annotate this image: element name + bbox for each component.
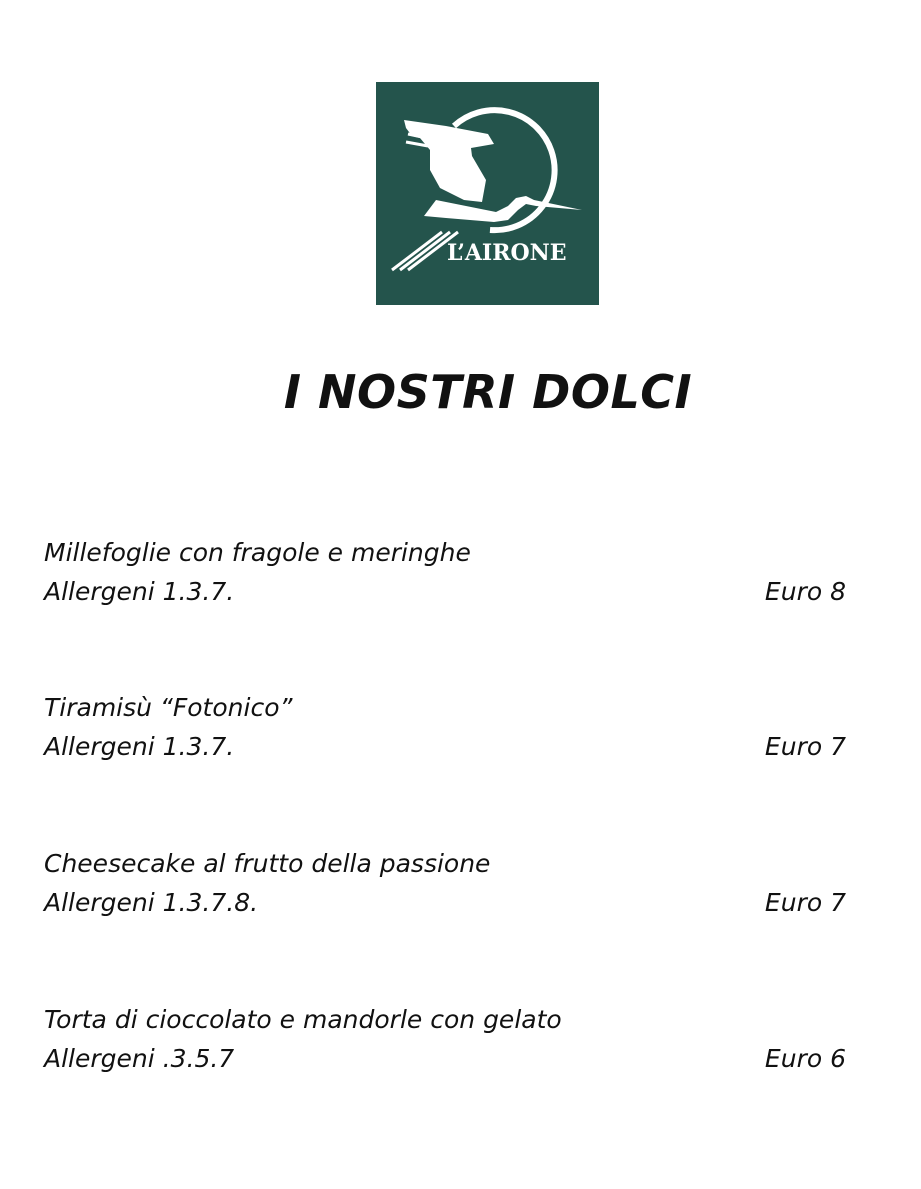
dessert-price: Euro 7	[764, 888, 846, 917]
menu-item	[44, 1004, 846, 1084]
allergens-info: Allergeni .3.5.7	[44, 1044, 235, 1073]
logo-text: L’AIRONE	[447, 240, 567, 266]
menu-item	[44, 692, 846, 772]
dessert-name: Tiramisù “Fotonico”	[44, 693, 293, 722]
allergens-info: Allergeni 1.3.7.8.	[44, 888, 259, 917]
restaurant-logo	[376, 82, 599, 305]
dessert-price: Euro 7	[764, 732, 846, 761]
dessert-name: Millefoglie con fragole e meringhe	[44, 538, 471, 567]
menu-item	[44, 848, 846, 928]
dessert-price: Euro 8	[764, 577, 846, 606]
dessert-name: Torta di cioccolato e mandorle con gelato	[44, 1005, 562, 1034]
allergens-info: Allergeni 1.3.7.	[44, 577, 235, 606]
page-title: I NOSTRI DOLCI	[283, 365, 693, 419]
dessert-price: Euro 6	[764, 1044, 846, 1073]
allergens-info: Allergeni 1.3.7.	[44, 732, 235, 761]
menu-item	[44, 537, 846, 617]
dessert-name: Cheesecake al frutto della passione	[44, 849, 491, 878]
